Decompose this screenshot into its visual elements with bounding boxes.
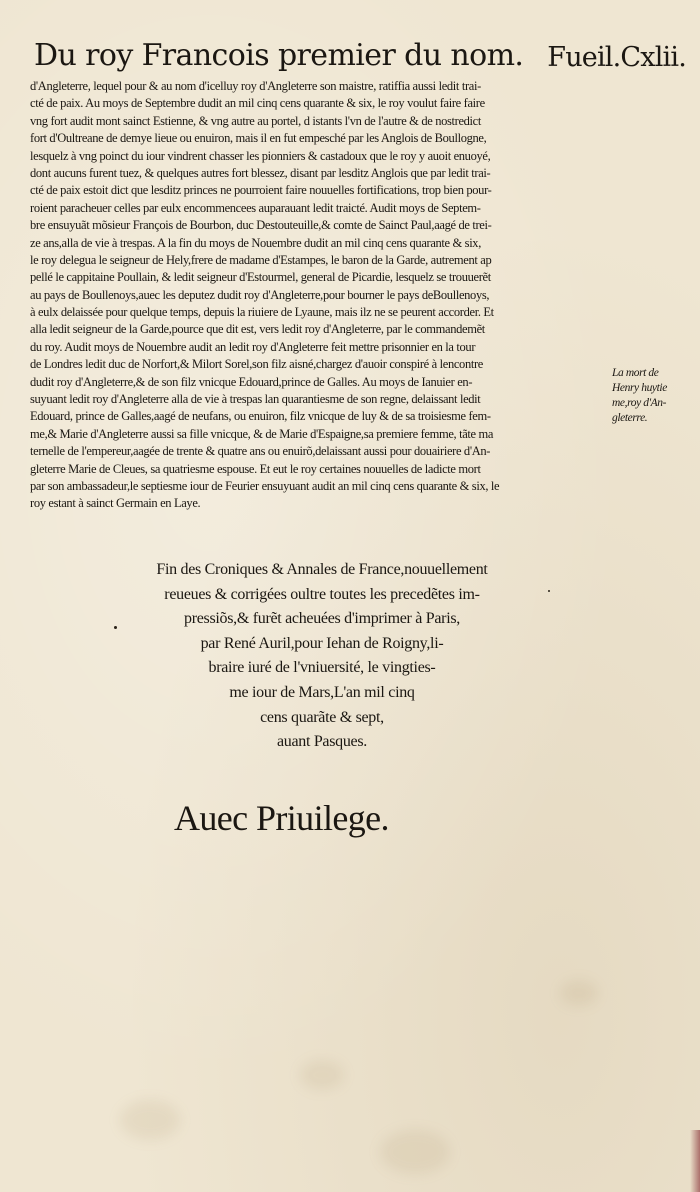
text-line: de Londres ledit duc de Norfort,& Milort Sorel,son filz aisné,chargez d'auoir conspiré à lencontre xyxy=(30,357,483,372)
margin-note xyxy=(612,366,696,426)
colophon-line: Fin des Croniques & Annales de France,nouuellement xyxy=(156,561,488,578)
text-line: cté de paix. Au moys de Septembre dudit an mil cinq cens quarante & six, le roy voulut faire faire xyxy=(30,96,485,111)
text-line: cté de paix estoit dict que lesditz princes ne pourroient faire nouuelles fortifications, trop bien pour- xyxy=(30,183,492,198)
colophon-line: braire iuré de l'vniuersité, le vingties- xyxy=(208,659,436,677)
ink-speck xyxy=(548,590,550,592)
paper-stain xyxy=(380,1130,450,1174)
text-line: ternelle de l'empereur,aagée de trente & quatre ans ou enuirõ,delaissant aussi pour douairiere d'An- xyxy=(30,444,491,459)
colophon-line: auant Pasques. xyxy=(276,733,367,751)
text-line: gleterre Marie de Cleues, sa quatriesme espouse. Et eut le roy certaines nouuelles de ladicte mort xyxy=(30,461,481,476)
text-line: par son ambassadeur,le septiesme iour de Feurier ensuyuant audit an mil cinq cens quarante & six, le xyxy=(30,478,500,493)
margin-note-line: me,roy d'An- xyxy=(612,397,667,409)
paper-stain xyxy=(120,1100,180,1140)
colophon-line: par René Auril,pour Iehan de Roigny,li- xyxy=(200,634,444,652)
paper-stain xyxy=(300,1060,344,1090)
text-line: dudit roy d'Angleterre,& de son filz vnicque Edouard,prince de Galles. Au moys de Ianuier en- xyxy=(30,374,473,389)
text-line: ze ans,alla de vie à trespas. A la fin du moys de Nouembre dudit an mil cinq cens quarante & six, xyxy=(30,235,481,250)
text-line: le roy delegua le seigneur de Hely,frere de madame d'Estampes, le baron de la Garde, autrement ap xyxy=(30,252,492,267)
colophon-line: reueues & corrigées oultre toutes les precedẽtes im- xyxy=(164,585,480,603)
colophon-line: me iour de Mars,L'an mil cinq xyxy=(229,683,415,701)
text-line: roy estant à sainct Germain en Laye. xyxy=(30,496,201,511)
text-line: du roy. Audit moys de Nouembre audit an ledit roy d'Angleterre feit mettre prisonnier en la tour xyxy=(30,339,476,354)
ink-speck xyxy=(114,626,117,629)
text-line: roient paracheuer celles par eulx encommencees auparauant ledit traicté. Audit moys de Septem- xyxy=(30,200,481,215)
margin-note-line: Henry huytie xyxy=(612,382,667,394)
text-line: Edouard, prince de Galles,aagé de neufans, ou enuiron, filz vnicque de luy & de sa troisiesme fem- xyxy=(30,409,491,424)
margin-note-line: gleterre. xyxy=(612,412,648,424)
text-line: pellé le cappitaine Poullain, & ledit seigneur d'Estourmel, general de Picardie, lesquelz se trouuerẽt xyxy=(30,270,491,285)
text-line: au pays de Boullenoys,auec les deputez dudit roy d'Angleterre,pour bourner le pays deBoullenoys, xyxy=(30,287,490,302)
text-line: d'Angleterre, lequel pour & au nom d'icelluy roy d'Angleterre son maistre, ratiffia aussi ledit trai- xyxy=(30,79,481,93)
colophon-line: pressiõs,& furẽt acheuées d'imprimer à Paris, xyxy=(184,610,460,628)
text-line: à eulx delaissée pour quelque temps, depuis la riuiere de Lyaune, mais ilz ne se peurent accorder. Et xyxy=(30,305,494,320)
colophon-line: cens quarãte & sept, xyxy=(260,708,384,726)
text-line: vng fort audit mont sainct Estienne, & vng autre au portel, d istants l'vn de l'autre & de nostredict xyxy=(30,113,481,128)
text-line: lesquelz à vng poinct du iour vindrent chasser les pionniers & castadoux que le roy y auoit enuoyé, xyxy=(30,148,491,163)
page-header xyxy=(34,38,686,82)
folio-number: Fueil.Cxlii. xyxy=(547,42,686,73)
text-line: suyuant ledit roy d'Angleterre alla de vie à trespas lan quarantiesme de son regne, delaissant ledit xyxy=(30,392,481,407)
text-line: alla ledit seigneur de la Garde,pource que dit est, vers ledit roy d'Angleterre, par le commandemẽt xyxy=(30,322,485,337)
margin-note-line: La mort de xyxy=(612,367,659,379)
running-title: Du roy Francois premier du nom. xyxy=(34,38,524,73)
text-line: dont aucuns furent tuez, & quelques autres fort blessez, disant par lesditz Anglois que par ledit trai- xyxy=(30,165,491,180)
body-text xyxy=(30,78,608,513)
colophon xyxy=(112,558,532,755)
text-line: fort d'Oultreane de demye lieue ou enuiron, mais il en fut empesché par les Anglois de Boullogne, xyxy=(30,131,487,146)
page-edge-mark xyxy=(690,1130,700,1192)
privilege-notice: Auec Priuilege. xyxy=(174,798,389,838)
text-line: bre ensuyuãt mõsieur François de Bourbon, duc Destouteuille,& comte de Sainct Paul,aagé de trei- xyxy=(30,218,492,233)
paper-stain xyxy=(560,980,598,1006)
text-line: me,& Marie d'Angleterre aussi sa fille vnicque, & de Marie d'Espaigne,sa premiere femme, tãte ma xyxy=(30,426,494,441)
